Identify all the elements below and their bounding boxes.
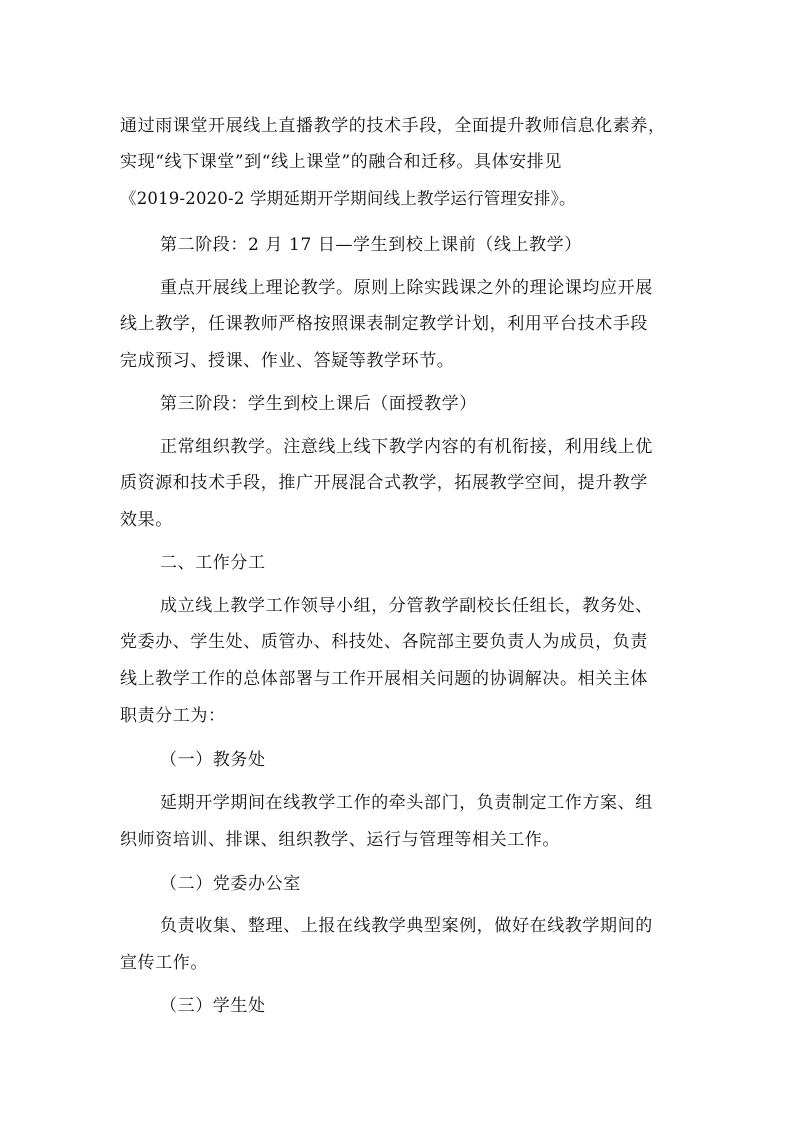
paragraph-line: 效果。	[120, 510, 173, 530]
stage-heading: 第三阶段：学生到校上课后（面授教学）	[160, 394, 477, 414]
paragraph-line: 负责收集、整理、上报在线教学典型案例，做好在线教学期间的	[160, 916, 653, 936]
paragraph-line: 织师资培训、排课、组织教学、运行与管理等相关工作。	[120, 830, 560, 850]
section-heading: 二、工作分工	[160, 553, 266, 573]
paragraph-line: 正常组织教学。注意线上线下教学内容的有机衔接，利用线上优	[160, 437, 653, 457]
paragraph-line: 延期开学期间在线教学工作的牵头部门，负责制定工作方案、组	[160, 793, 653, 813]
subsection-heading: （三）学生处	[160, 996, 266, 1016]
paragraph-line: 成立线上教学工作领导小组，分管教学副校长任组长，教务处、	[160, 596, 653, 616]
paragraph-line: 重点开展线上理论教学。原则上除实践课之外的理论课均应开展	[160, 278, 653, 298]
paragraph-line: 宣传工作。	[120, 953, 208, 973]
paragraph-line: 通过雨课堂开展线上直播教学的技术手段，全面提升教师信息化素养，	[120, 116, 666, 136]
paragraph-line: 实现“线下课堂”到“线上课堂”的融合和迁移。具体安排见	[120, 152, 562, 172]
subsection-heading: （二）党委办公室	[160, 874, 301, 894]
stage-heading: 第二阶段：2 月 17 日—学生到校上课前（线上教学）	[160, 235, 582, 255]
paragraph-line: 职责分工为：	[120, 706, 226, 726]
paragraph-line: 线上教学工作的总体部署与工作开展相关问题的协调解决。相关主体	[120, 669, 648, 689]
paragraph-line: 党委办、学生处、质管办、科技处、各院部主要负责人为成员，负责	[120, 632, 648, 652]
subsection-heading: （一）教务处	[160, 750, 266, 770]
paragraph-line: 质资源和技术手段，推广开展混合式教学，拓展教学空间，提升教学	[120, 473, 648, 493]
paragraph-line: 《2019-2020-2 学期延期开学期间线上教学运行管理安排》。	[120, 189, 576, 208]
paragraph-line: 线上教学，任课教师严格按照课表制定教学计划，利用平台技术手段	[120, 314, 648, 334]
paragraph-line: 完成预习、授课、作业、答疑等教学环节。	[120, 351, 455, 371]
